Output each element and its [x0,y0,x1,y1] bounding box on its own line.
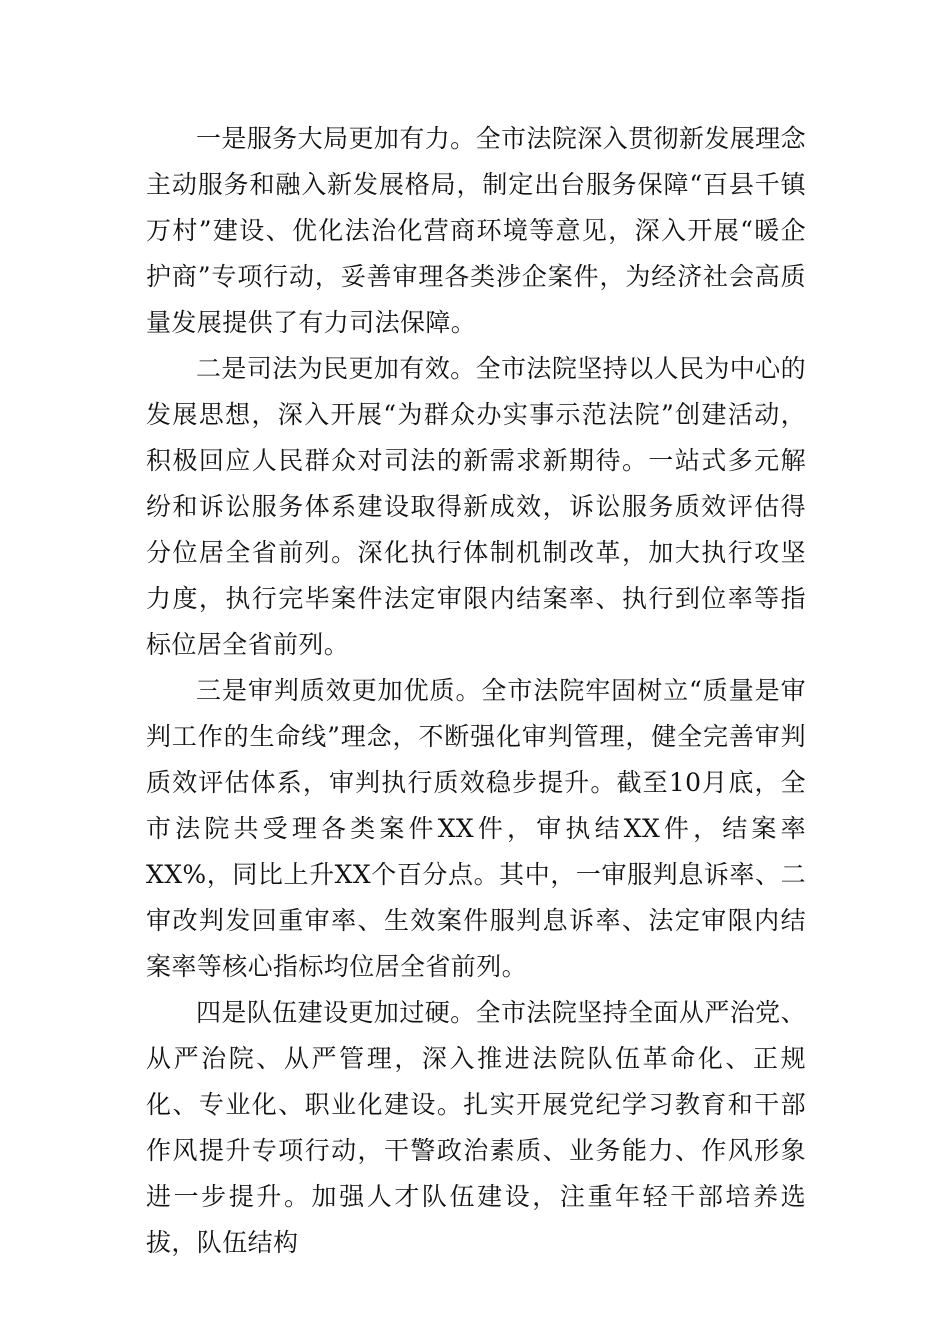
paragraph-justice-for-people: 二是司法为民更加有效。全市法院坚持以人民为中心的发展思想，深入开展“为群众办实事示范法院”创建活动，积极回应人民群众对司法的新需求新期待。一站式多元解纷和诉讼服务体系建设取得新成效，诉讼服务质效评估得分位居全省前列。深化执行体制机制改革，加大执行攻坚力度，执行完毕案件法定审限内结案率、执行到位率等指标位居全省前列。 [146,354,806,659]
paragraph-service-overall: 一是服务大局更加有力。全市法院深入贯彻新发展理念主动服务和融入新发展格局，制定出台服务保障“百县千镇万村”建设、优化法治化营商环境等意见，深入开展“暖企护商”专项行动，妥善审理各类涉企案件，为经济社会高质量发展提供了有力司法保障。 [146,124,806,337]
paragraph-trial-quality: 三是审判质效更加优质。全市法院牢固树立“质量是审判工作的生命线”理念，不断强化审判管理，健全完善审判质效评估体系，审判执行质效稳步提升。截至10月底，全市法院共受理各类案件XX件，审执结XX件，结案率XX%，同比上升XX个百分点。其中，一审服判息诉率、二审改判发回重审率、生效案件服判息诉率、法定审限内结案率等核心指标均位居全省前列。 [146,676,806,981]
document-body [146,116,806,1266]
paragraph-team-building: 四是队伍建设更加过硬。全市法院坚持全面从严治党、从严治院、从严管理，深入推进法院队伍革命化、正规化、专业化、职业化建设。扎实开展党纪学习教育和干部作风提升专项行动，干警政治素质、业务能力、作风形象进一步提升。加强人才队伍建设，注重年轻干部培养选拔，队伍结构 [146,998,806,1257]
